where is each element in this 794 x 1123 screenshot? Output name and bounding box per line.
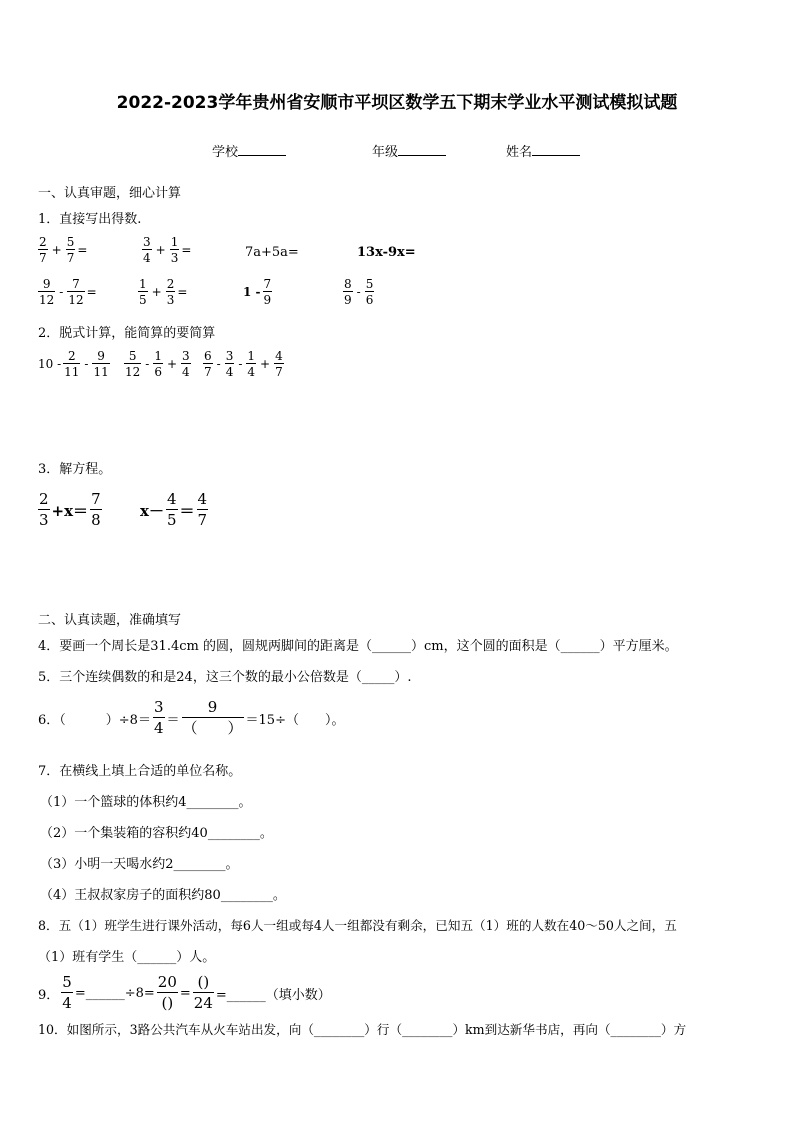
fraction: $\frac{1}{4}$ — [247, 349, 256, 379]
q2-expr-2: $\frac{5}{12}$ - $\frac{1}{6}$ + $\frac{3}{4}$ — [125, 349, 190, 379]
name-label: 姓名 — [506, 145, 533, 160]
name-blank[interactable] — [532, 143, 580, 156]
grade-label: 年级 — [372, 145, 399, 160]
school-field — [212, 141, 286, 160]
fraction: $\frac{4}{7}$ — [197, 490, 208, 529]
fraction: $\frac{4}{7}$ — [275, 349, 283, 379]
q3-equation-1: $\frac{2}{3}$ +x＝ $\frac{7}{8}$ — [39, 490, 101, 529]
q2-expr-1: 10 - $\frac{2}{11}$ - $\frac{9}{11}$ — [38, 349, 109, 379]
fraction: $\frac{7}{12}$ — [68, 277, 84, 307]
q3-label: 3．解方程。 — [38, 462, 112, 477]
fraction: $\frac{3}{4}$ — [225, 349, 234, 379]
grade-field — [372, 141, 446, 160]
q7-item-2: （2）一个集装箱的容积约40________。 — [40, 826, 273, 841]
q1-expr-3: 7a+5a= — [245, 245, 299, 260]
q1-expr-4: 13x-9x= — [357, 245, 416, 260]
q6-expr: 6．（ ）÷8＝ $\frac{3}{4}$ ＝ $\frac{9}{( )}$ ＝15÷（ ）。 — [38, 698, 345, 737]
fraction: $\frac{9}{( )}$ — [182, 698, 243, 737]
fraction: $\frac{1}{3}$ — [170, 235, 179, 265]
fraction: $\frac{()}{24}$ — [193, 973, 213, 1012]
q2-expr-3: $\frac{6}{7}$ - $\frac{3}{4}$ - $\frac{1}{4}$ + $\frac{4}{7}$ — [204, 349, 283, 379]
fraction: $\frac{7}{8}$ — [91, 490, 101, 529]
fraction: $\frac{3}{4}$ — [182, 349, 190, 379]
q1-expr-8: $\frac{8}{9}$ - $\frac{5}{6}$ — [344, 277, 374, 307]
school-label: 学校 — [212, 145, 239, 160]
fraction: $\frac{20}{()}$ — [157, 973, 177, 1012]
fraction: $\frac{2}{7}$ — [39, 235, 47, 265]
fraction: $\frac{7}{9}$ — [263, 277, 272, 307]
q8-line-1: 8．五（1）班学生进行课外活动，每6人一组或每4人一组都没有剩余，已知五（1）班的人数在40～50人之间，五 — [38, 918, 677, 933]
school-blank[interactable] — [238, 143, 286, 156]
fraction: $\frac{5}{7}$ — [66, 235, 75, 265]
q7-item-1: （1）一个篮球的体积约4________。 — [40, 795, 252, 810]
section2-heading: 二、认真读题，准确填写 — [38, 613, 182, 628]
fraction: $\frac{3}{4}$ — [143, 235, 151, 265]
q7-label: 7．在横线上填上合适的单位名称。 — [38, 764, 242, 779]
fraction: $\frac{6}{7}$ — [204, 349, 212, 379]
q1-expr-6: $\frac{1}{5}$ + $\frac{2}{3}$ = — [139, 277, 188, 307]
q2-label: 2．脱式计算，能简算的要简算 — [38, 326, 216, 341]
fraction: $\frac{9}{12}$ — [39, 277, 55, 307]
fraction: $\frac{1}{5}$ — [139, 277, 147, 307]
grade-blank[interactable] — [398, 143, 446, 156]
q4-text: 4．要画一个周长是31.4cm 的圆，圆规两脚间的距离是（______）cm，这个圆的面积是（______）平方厘米。 — [38, 639, 678, 654]
fraction: $\frac{8}{9}$ — [344, 277, 352, 307]
q10-text: 10．如图所示，3路公共汽车从火车站出发，向（________）行（________）km到达新华书店，再向（________）方 — [38, 1022, 687, 1037]
fraction: $\frac{2}{3}$ — [166, 277, 175, 307]
fraction: $\frac{2}{11}$ — [64, 349, 80, 379]
q1-expr-2: $\frac{3}{4}$ + $\frac{1}{3}$ = — [143, 235, 192, 265]
fraction: $\frac{3}{4}$ — [153, 698, 164, 737]
q7-item-3: （3）小明一天喝水约2________。 — [40, 857, 239, 872]
q1-expr-5: $\frac{9}{12}$ - $\frac{7}{12}$ = — [39, 277, 97, 307]
q3-equation-2: x－ $\frac{4}{5}$ ＝ $\frac{4}{7}$ — [140, 490, 208, 529]
q1-expr-7: 1 - $\frac{7}{9}$ — [243, 277, 272, 307]
q9-expr: 9． $\frac{5}{4}$ =______÷8= $\frac{20}{()}$ = $\frac{()}{24}$ =______（填小数） — [38, 973, 331, 1012]
q8-line-2: （1）班有学生（______）人。 — [38, 950, 216, 965]
q1-expr-1: $\frac{2}{7}$ + $\frac{5}{7}$ = — [39, 235, 88, 265]
fraction: $\frac{2}{3}$ — [39, 490, 49, 529]
name-field — [506, 141, 580, 160]
q1-label: 1．直接写出得数. — [38, 212, 142, 227]
fraction: $\frac{5}{6}$ — [365, 277, 374, 307]
page-title: 2022-2023学年贵州省安顺市平坝区数学五下期末学业水平测试模拟试题 — [116, 93, 678, 113]
q5-text: 5．三个连续偶数的和是24，这三个数的最小公倍数是（_____）. — [38, 670, 412, 685]
section1-heading: 一、认真审题，细心计算 — [38, 186, 182, 201]
fraction: $\frac{1}{6}$ — [154, 349, 162, 379]
fraction: $\frac{4}{5}$ — [166, 490, 177, 529]
q7-item-4: （4）王叔叔家房子的面积约80________。 — [40, 888, 286, 903]
fraction: $\frac{5}{12}$ — [125, 349, 141, 379]
fraction: $\frac{5}{4}$ — [62, 973, 72, 1012]
fraction: $\frac{9}{11}$ — [93, 349, 109, 379]
